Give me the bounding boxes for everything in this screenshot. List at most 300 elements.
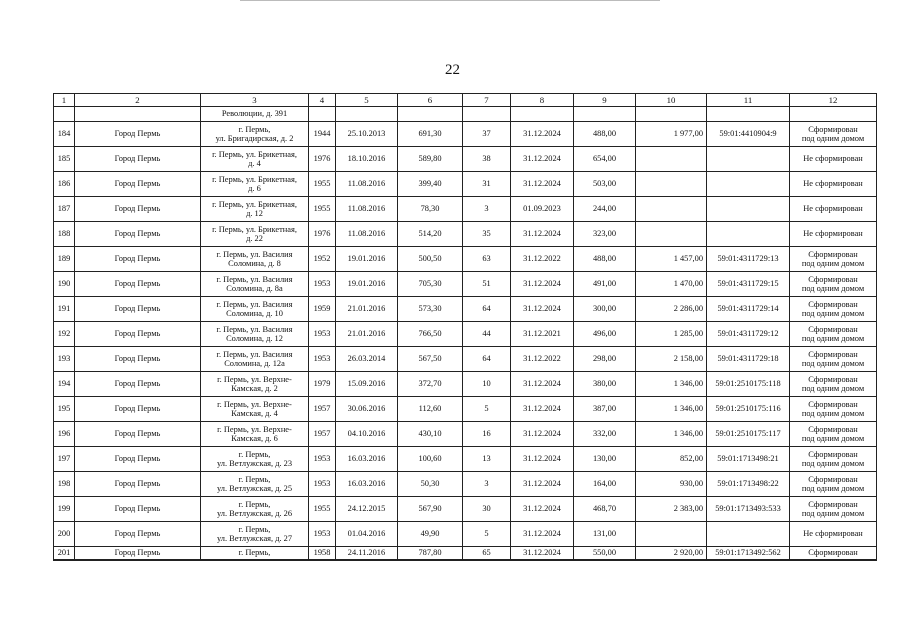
status-line: под одним домом [801,409,865,418]
value-cell: 130,00 [574,447,636,472]
address-cell [201,147,309,172]
count-cell: 65 [463,547,511,561]
address-line: г. Пермь, ул. Брикетная, [212,149,297,159]
municipality-cell: Город Пермь [75,122,201,147]
year-cell: 1976 [309,147,336,172]
address-line: ул. Бригадирская, д. 2 [215,134,294,143]
value-cell: 550,00 [574,547,636,561]
row-number-cell: 198 [54,472,75,497]
land-area-cell [636,522,707,547]
table-row [54,447,877,472]
land-area-cell: 2 920,00 [636,547,707,561]
row-number-cell: 193 [54,347,75,372]
cadastral-cell: 59:01:4311729:15 [707,272,790,297]
status-line: под одним домом [801,334,865,343]
area-cell: 766,50 [398,322,463,347]
address-line: г. Пермь, ул. Брикетная, [212,224,297,234]
date-cell: 11.08.2016 [336,172,398,197]
cadastral-cell [707,197,790,222]
row-number-cell: 197 [54,447,75,472]
date-cell: 25.10.2013 [336,122,398,147]
deadline-cell: 31.12.2024 [511,472,574,497]
deadline-cell: 31.12.2022 [511,247,574,272]
value-cell: 298,00 [574,347,636,372]
land-area-cell: 1 285,00 [636,322,707,347]
address-line: д. 22 [246,234,263,243]
deadline-cell: 31.12.2022 [511,347,574,372]
status-cell [790,322,877,347]
area-cell: 100,60 [398,447,463,472]
status-line: Не сформирован [803,179,863,189]
municipality-cell: Город Пермь [75,347,201,372]
land-area-cell [636,222,707,247]
municipality-cell: Город Пермь [75,372,201,397]
deadline-cell: 31.12.2024 [511,422,574,447]
area-cell: 573,30 [398,297,463,322]
cadastral-cell [707,172,790,197]
column-number: 7 [463,94,511,107]
municipality-cell: Город Пермь [75,222,201,247]
count-cell: 5 [463,397,511,422]
status-cell [790,447,877,472]
status-line: Сформирован [808,399,858,409]
year-cell: 1959 [309,297,336,322]
status-line: под одним домом [801,134,865,143]
address-cell [201,522,309,547]
date-cell: 16.03.2016 [336,447,398,472]
land-area-cell: 1 346,00 [636,372,707,397]
deadline-cell: 31.12.2024 [511,122,574,147]
date-cell: 30.06.2016 [336,397,398,422]
value-cell: 244,00 [574,197,636,222]
cadastral-cell: 59:01:1713492:562 [707,547,790,561]
land-area-cell: 1 346,00 [636,397,707,422]
table-row [54,197,877,222]
status-line: под одним домом [801,384,865,393]
status-cell [790,372,877,397]
table-row [54,547,877,561]
count-cell: 64 [463,347,511,372]
status-line: Не сформирован [803,204,863,214]
column-number: 2 [75,94,201,107]
status-cell [790,172,877,197]
address-cell [201,372,309,397]
area-cell: 567,50 [398,347,463,372]
value-cell: 654,00 [574,147,636,172]
count-cell: 10 [463,372,511,397]
deadline-cell: 31.12.2024 [511,447,574,472]
value-cell: 131,00 [574,522,636,547]
status-cell [790,297,877,322]
cadastral-cell: 59:01:4311729:12 [707,322,790,347]
address-line: г. Пермь, [238,524,271,534]
table-body [54,94,877,561]
status-cell [790,347,877,372]
row-number-cell: 196 [54,422,75,447]
status-line: под одним домом [801,509,865,518]
deadline-cell: 31.12.2024 [511,222,574,247]
address-line: Соломина, д. 8 [228,259,281,268]
area-cell: 589,80 [398,147,463,172]
status-line: Сформирован [808,374,858,384]
address-line: ул. Ветлужская, д. 25 [216,484,293,493]
address-cell [201,447,309,472]
area-cell: 49,90 [398,522,463,547]
status-line: Сформирован [808,274,858,284]
count-cell: 37 [463,122,511,147]
count-cell: 31 [463,172,511,197]
column-number: 6 [398,94,463,107]
row-number-cell: 189 [54,247,75,272]
year-cell: 1976 [309,222,336,247]
address-line: Камская, д. 2 [231,384,278,393]
address-cell: Революции, д. 391 [201,107,309,122]
address-line: Соломина, д. 8а [226,284,283,293]
address-line: г. Пермь, ул. Брикетная, [212,174,297,184]
address-line: Камская, д. 4 [231,409,278,418]
status-cell [790,247,877,272]
row-number-cell: 186 [54,172,75,197]
deadline-cell: 01.09.2023 [511,197,574,222]
status-cell [790,497,877,522]
status-line: Не сформирован [803,154,863,164]
year-cell: 1953 [309,272,336,297]
value-cell: 380,00 [574,372,636,397]
cadastral-cell: 59:01:4311729:13 [707,247,790,272]
area-cell: 691,30 [398,122,463,147]
count-cell: 3 [463,197,511,222]
date-cell: 18.10.2016 [336,147,398,172]
page-number: 22 [445,62,460,78]
address-line: д. 6 [248,184,261,193]
address-line: г. Пермь, ул. Брикетная, [212,199,297,209]
address-line: ул. Ветлужская, д. 27 [216,534,293,543]
address-line: г. Пермь, ул. Василия [216,349,293,359]
address-line: д. 12 [246,209,263,218]
value-cell: 300,00 [574,297,636,322]
row-number-cell: 187 [54,197,75,222]
value-cell: 503,00 [574,172,636,197]
date-cell: 04.10.2016 [336,422,398,447]
scan-edge-line [240,0,660,3]
deadline-cell: 31.12.2024 [511,522,574,547]
count-cell: 64 [463,297,511,322]
year-cell: 1953 [309,347,336,372]
area-cell: 112,60 [398,397,463,422]
year-cell: 1957 [309,422,336,447]
cadastral-cell: 59:01:4311729:18 [707,347,790,372]
address-line: г. Пермь, ул. Верхне- [217,374,292,384]
land-area-cell: 1 457,00 [636,247,707,272]
year-cell: 1953 [309,472,336,497]
year-cell: 1953 [309,522,336,547]
status-cell [790,122,877,147]
count-cell: 63 [463,247,511,272]
deadline-cell: 31.12.2024 [511,547,574,561]
column-number: 4 [309,94,336,107]
cadastral-cell: 59:01:1713493:533 [707,497,790,522]
address-cell [201,472,309,497]
cadastral-cell: 59:01:1713498:21 [707,447,790,472]
cadastral-cell: 59:01:1713498:22 [707,472,790,497]
year-cell: 1958 [309,547,336,561]
table-row [54,497,877,522]
year-cell: 1955 [309,497,336,522]
address-line: г. Пермь, ул. Василия [216,299,293,309]
municipality-cell: Город Пермь [75,247,201,272]
row-number-cell: 200 [54,522,75,547]
address-line: г. Пермь, [238,474,271,484]
address-line: Камская, д. 6 [231,434,278,443]
date-cell: 16.03.2016 [336,472,398,497]
column-number: 5 [336,94,398,107]
row-number-cell: 188 [54,222,75,247]
address-line: Соломина, д. 12а [224,359,285,368]
address-line: г. Пермь, [238,124,271,134]
land-area-cell: 1 977,00 [636,122,707,147]
address-line: г. Пермь, [238,449,271,459]
column-number: 1 [54,94,75,107]
status-cell: Сформирован [790,547,877,561]
table-row [54,397,877,422]
address-line: д. 4 [248,159,261,168]
table-row [54,322,877,347]
date-cell: 11.08.2016 [336,197,398,222]
date-cell: 21.01.2016 [336,297,398,322]
municipality-cell: Город Пермь [75,497,201,522]
count-cell: 38 [463,147,511,172]
column-number: 10 [636,94,707,107]
value-cell: 491,00 [574,272,636,297]
status-cell [790,197,877,222]
count-cell: 35 [463,222,511,247]
status-line: под одним домом [801,259,865,268]
address-line: ул. Ветлужская, д. 26 [216,509,293,518]
column-number: 9 [574,94,636,107]
continuation-row [54,107,877,122]
address-cell [201,272,309,297]
table-row [54,147,877,172]
year-cell: 1955 [309,197,336,222]
column-number: 11 [707,94,790,107]
land-area-cell [636,197,707,222]
deadline-cell: 31.12.2024 [511,372,574,397]
area-cell: 567,90 [398,497,463,522]
address-cell [201,497,309,522]
address-cell [201,297,309,322]
status-line: под одним домом [801,359,865,368]
address-line: г. Пермь, ул. Верхне- [217,424,292,434]
address-line: г. Пермь, ул. Василия [216,249,293,259]
status-line: Сформирован [808,424,858,434]
municipality-cell: Город Пермь [75,322,201,347]
municipality-cell: Город Пермь [75,172,201,197]
table-row [54,222,877,247]
status-line: Не сформирован [803,229,863,239]
area-cell: 50,30 [398,472,463,497]
address-cell [201,247,309,272]
status-line: под одним домом [801,284,865,293]
land-area-cell: 930,00 [636,472,707,497]
area-cell: 399,40 [398,172,463,197]
municipality-cell: Город Пермь [75,197,201,222]
date-cell: 11.08.2016 [336,222,398,247]
status-cell [790,422,877,447]
count-cell: 5 [463,522,511,547]
housing-register-table [53,93,877,561]
value-cell: 496,00 [574,322,636,347]
address-cell [201,222,309,247]
count-cell: 51 [463,272,511,297]
status-line: Сформирован [808,349,858,359]
row-number-cell: 191 [54,297,75,322]
date-cell: 21.01.2016 [336,322,398,347]
value-cell: 323,00 [574,222,636,247]
area-cell: 514,20 [398,222,463,247]
table-row [54,247,877,272]
address-line: ул. Ветлужская, д. 23 [216,459,293,468]
deadline-cell: 31.12.2024 [511,272,574,297]
deadline-cell: 31.12.2024 [511,147,574,172]
address-line: г. Пермь, ул. Василия [216,324,293,334]
area-cell: 787,80 [398,547,463,561]
year-cell: 1979 [309,372,336,397]
year-cell: 1957 [309,397,336,422]
municipality-cell: Город Пермь [75,272,201,297]
count-cell: 44 [463,322,511,347]
land-area-cell: 2 383,00 [636,497,707,522]
status-line: Не сформирован [803,529,863,539]
row-number-cell: 194 [54,372,75,397]
count-cell: 3 [463,472,511,497]
year-cell: 1952 [309,247,336,272]
land-area-cell: 2 286,00 [636,297,707,322]
land-area-cell [636,172,707,197]
status-cell [790,147,877,172]
address-cell [201,197,309,222]
table-row [54,422,877,447]
land-area-cell: 1 470,00 [636,272,707,297]
municipality-cell: Город Пермь [75,422,201,447]
deadline-cell: 31.12.2024 [511,172,574,197]
column-number-row [54,94,877,107]
row-number-cell: 192 [54,322,75,347]
status-line: под одним домом [801,459,865,468]
status-line: Сформирован [808,449,858,459]
table-row [54,372,877,397]
value-cell: 488,00 [574,122,636,147]
value-cell: 488,00 [574,247,636,272]
status-line: Сформирован [808,299,858,309]
address-line: Соломина, д. 10 [226,309,283,318]
cadastral-cell: 59:01:2510175:117 [707,422,790,447]
table-row [54,472,877,497]
row-number-cell: 185 [54,147,75,172]
deadline-cell: 31.12.2024 [511,397,574,422]
area-cell: 78,30 [398,197,463,222]
cadastral-cell [707,222,790,247]
row-number-cell: 195 [54,397,75,422]
status-cell [790,272,877,297]
count-cell: 16 [463,422,511,447]
status-line: под одним домом [801,434,865,443]
date-cell: 19.01.2016 [336,247,398,272]
address-cell [201,397,309,422]
table-row [54,272,877,297]
address-line: Соломина, д. 12 [226,334,283,343]
date-cell: 19.01.2016 [336,272,398,297]
table-row [54,522,877,547]
municipality-cell: Город Пермь [75,547,201,561]
area-cell: 372,70 [398,372,463,397]
cadastral-cell: 59:01:4410904:9 [707,122,790,147]
deadline-cell: 31.12.2024 [511,297,574,322]
row-number-cell: 190 [54,272,75,297]
address-line: г. Пермь, ул. Верхне- [217,399,292,409]
date-cell: 26.03.2014 [336,347,398,372]
land-area-cell: 852,00 [636,447,707,472]
status-cell [790,472,877,497]
status-cell [790,222,877,247]
municipality-cell: Город Пермь [75,147,201,172]
year-cell: 1944 [309,122,336,147]
status-line: под одним домом [801,309,865,318]
cadastral-cell [707,147,790,172]
address-cell [201,322,309,347]
value-cell: 332,00 [574,422,636,447]
date-cell: 24.12.2015 [336,497,398,522]
table-row [54,297,877,322]
row-number-cell: 184 [54,122,75,147]
year-cell: 1953 [309,322,336,347]
status-line: Сформирован [808,324,858,334]
land-area-cell [636,147,707,172]
address-cell [201,347,309,372]
column-number: 3 [201,94,309,107]
municipality-cell: Город Пермь [75,472,201,497]
value-cell: 387,00 [574,397,636,422]
deadline-cell: 31.12.2021 [511,322,574,347]
count-cell: 13 [463,447,511,472]
status-cell [790,397,877,422]
count-cell: 30 [463,497,511,522]
deadline-cell: 31.12.2024 [511,497,574,522]
address-cell: г. Пермь, [201,547,309,561]
date-cell: 15.09.2016 [336,372,398,397]
status-line: Сформирован [808,499,858,509]
municipality-cell: Город Пермь [75,447,201,472]
date-cell: 01.04.2016 [336,522,398,547]
date-cell: 24.11.2016 [336,547,398,561]
status-line: под одним домом [801,484,865,493]
value-cell: 468,70 [574,497,636,522]
address-cell [201,422,309,447]
area-cell: 500,50 [398,247,463,272]
municipality-cell: Город Пермь [75,397,201,422]
row-number-cell: 201 [54,547,75,561]
address-cell [201,122,309,147]
status-cell [790,522,877,547]
municipality-cell: Город Пермь [75,297,201,322]
column-number: 12 [790,94,877,107]
value-cell: 164,00 [574,472,636,497]
cadastral-cell: 59:01:2510175:116 [707,397,790,422]
land-area-cell: 1 346,00 [636,422,707,447]
table-row [54,172,877,197]
area-cell: 705,30 [398,272,463,297]
status-line: Сформирован [808,124,858,134]
year-cell: 1955 [309,172,336,197]
